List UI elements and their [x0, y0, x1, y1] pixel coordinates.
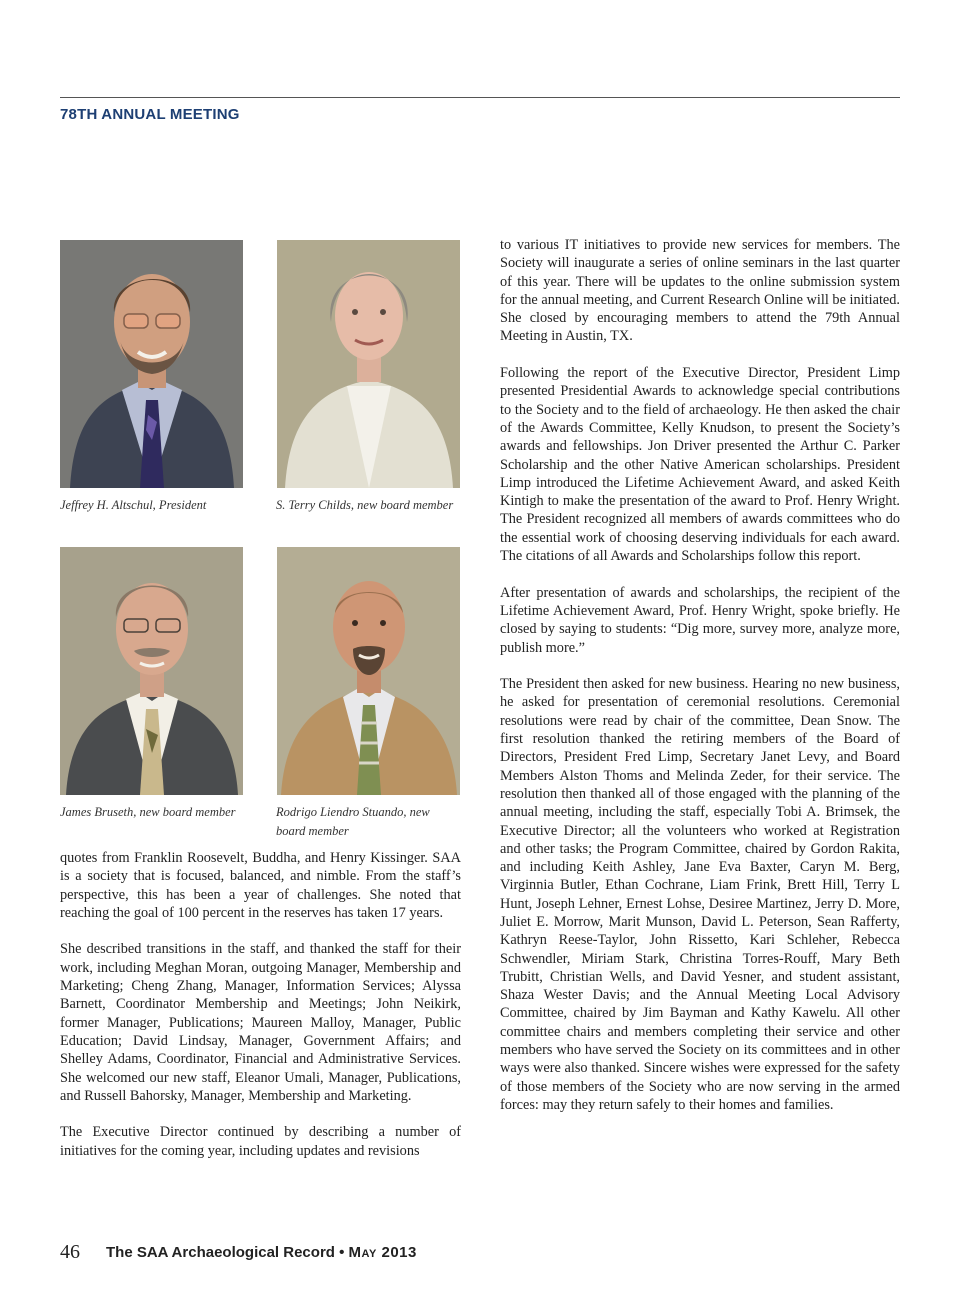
body-paragraph: Following the report of the Executive Director, President Limp presented Presidential Awards to acknowledge special contributions to the Society and to the field of archaeology. He then asked the chair of the Awards Committee, Kelly Knudson, to present the Society’s awards and fellowships. Jon Driver presented the Arthur C. Parker Scholarship and the other Native American scholarships. President Limp introduced the Lifetime Achievement Award, and asked Keith Kintigh to make the presentation of the award to Prof. Henry Wright. The President recognized all members of awards committees who do the essential work of choosing deserving individuals for each award. The citations of all Awards and Scholarships follow this report.: [500, 365, 900, 565]
body-paragraph: to various IT initiatives to provide new services for members. The Society will inaugurate a series of online seminars in the last quarter of this year. There will be updates to the online submission system for the annual meeting, and Current Research Online will be initiated. She closed by encouraging members to attend the 79th Annual Meeting in Austin, TX.: [500, 237, 900, 345]
page-number: 46: [60, 1241, 80, 1263]
publication-title: The SAA Archaeological Record: [106, 1244, 335, 1261]
photo-caption-childs: S. Terry Childs, new board member: [276, 498, 454, 512]
portrait-photo-liendro: [277, 547, 460, 795]
photo-caption-altschul: Jeffrey H. Altschul, President: [60, 498, 207, 512]
body-paragraph: quotes from Franklin Roosevelt, Buddha, and Henry Kissinger. SAA is a society that is focused, balanced, and nimble. From the staff’s perspective, this has been a year of challenges. She noted that reaching the goal of 100 percent in the reserves has taken 17 years.: [60, 850, 461, 921]
photo-caption-bruseth: James Bruseth, new board member: [60, 805, 236, 819]
photo-caption-liendro: Rodrigo Liendro Stuando, new board member: [276, 805, 430, 838]
right-text-column: [500, 236, 900, 1133]
left-text-column: [60, 849, 461, 1178]
page-footer: [60, 1241, 417, 1264]
portrait-photo-bruseth: [60, 547, 243, 795]
section-header: 78TH ANNUAL MEETING: [60, 106, 240, 123]
body-paragraph: After presentation of awards and scholarships, the recipient of the Lifetime Achievement Award, Prof. Henry Wright, spoke briefly. He closed by saying to students: “Dig more, survey more, analyze more, publish more.”: [500, 584, 900, 656]
footer-separator: •: [334, 1244, 349, 1261]
portrait-photo-childs: [277, 240, 460, 488]
header-rule: [60, 97, 900, 98]
body-paragraph: The President then asked for new business. Hearing no new business, he asked for presentation of ceremonial resolutions. Ceremonial resolutions were read by chair of the committee, Dean Snow. The first resolution thanked the retiring members of the Board of Directors, President Fred Limp, Secretary Janet Levy, and Board Members Alston Thoms and Melinda Zeder, for their service. The resolution then thanked all of those engaged with the planning of the annual meeting, including the staff, especially Tobi A. Brimsek, the Executive Director; all the volunteers who worked at Registration and other tasks; the Program Committee, chaired by Gordon Rakita, and including Keith Ashley, Jane Eva Baxter, Caryn M. Berg, Virginnia Butler, Ethan Cochrane, Liam Frink, Brett Hill, Terry L Hunt, Joseph Lehner, Ernest Lohse, Desiree Martinez, Jerry D. More, Juliet E. Morrow, Marit Munson, David L. Peterson, Sean Rafferty, Kathryn Reese-Taylor, John Rissetto, Kari Schleher, Rebecca Schwendler, Miriam Stark, Christina Torres-Rouff, Mary Beth Trubitt, Christian Wells, and David Yesner, and student assistant, Shaza Wester Davis; and the Annual Meeting Local Advisory Committee, chaired by Jim Bayman and Kathy Kawelu. All other committee chairs and members completing their service and other members who have served the Society on its committees and in other ways were also thanked. Sincere wishes were expressed for the safety of those members of the Society who are now serving in the armed forces: may they return safely to their homes and families.: [500, 676, 900, 1113]
body-paragraph: The Executive Director continued by describing a number of initiatives for the coming year, including updates and revisions: [60, 1124, 461, 1159]
body-paragraph: She described transitions in the staff, and thanked the staff for their work, including Meghan Moran, outgoing Manager, Membership and Marketing; Cheng Zhang, Manager, Information Services; Alyssa Barnett, Coordinator Membership and Meetings; John Neikirk, former Manager, Publications; Maureen Malloy, Manager, Public Education; David Lindsay, Manager, Government Affairs; and Shelley Adams, Coordinator, Financial and Administrative Services. She welcomed our new staff, Eleanor Umali, Manager, Publications, and Russell Bahorsky, Manager, Membership and Marketing.: [60, 941, 461, 1104]
issue-date: May 2013: [348, 1244, 417, 1261]
portrait-photo-altschul: [60, 240, 243, 488]
